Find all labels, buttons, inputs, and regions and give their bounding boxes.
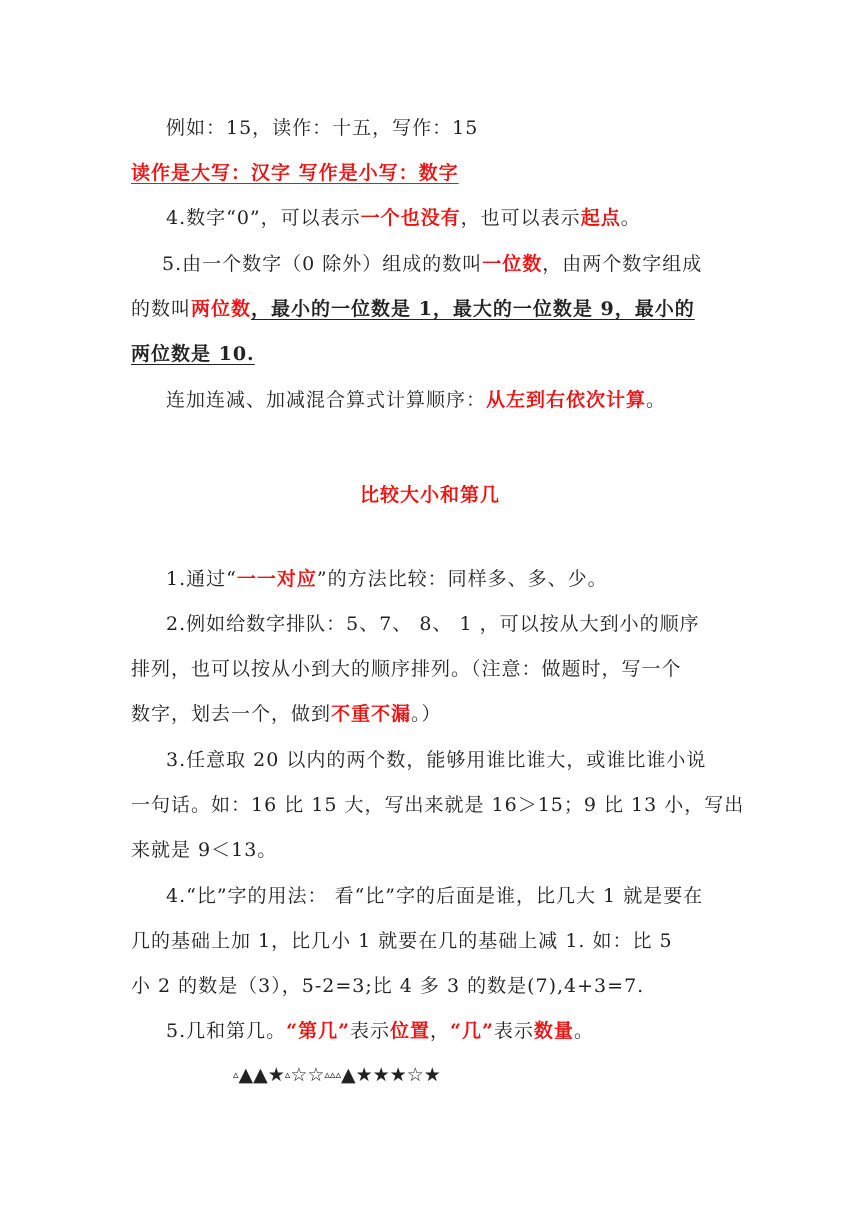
highlight-none: 一个也没有 xyxy=(360,207,461,229)
small-triangle-icon: ▵ xyxy=(284,1068,291,1081)
text-span: 排列，也可以按从小到大的顺序排列。（注意：做题时，写一个 xyxy=(131,658,682,680)
text-span: 5.由一个数字（0 除外）组成的数叫 xyxy=(162,253,483,275)
example-line xyxy=(166,116,478,140)
zero-meaning-line xyxy=(166,206,641,230)
text-span: 的数叫 xyxy=(131,298,192,320)
text-span: 一句话。如：16 比 15 大，写出来就是 16＞15；9 比 13 小，写出 xyxy=(131,794,745,816)
small-triangle-icons: ▵▵▵ xyxy=(324,1068,341,1081)
text-span: 5.几和第几。 xyxy=(166,1020,287,1042)
section-title: 比较大小和第几 xyxy=(359,484,500,506)
triangle-star-icons: ▲▲★ xyxy=(238,1064,285,1086)
highlight-position: 位置 xyxy=(390,1020,431,1042)
item-4-line-3 xyxy=(131,974,644,998)
highlight-quantity: 数量 xyxy=(533,1020,574,1042)
highlight-ordinal: “第几” xyxy=(286,1020,350,1042)
underlined-fact: ，最小的一位数是 1，最大的一位数是 9，最小的 xyxy=(251,298,695,320)
highlight-left-to-right: 从左到右依次计算 xyxy=(486,389,647,411)
text-span: 来就是 9＜13。 xyxy=(131,839,278,861)
text-span: ”的方法比较：同样多、多、少。 xyxy=(316,568,608,590)
item-3-line-3 xyxy=(131,838,277,862)
highlight-one-to-one: 一一对应 xyxy=(236,568,317,590)
order-line xyxy=(166,388,666,412)
text-span: ，也可以表示 xyxy=(460,207,581,229)
item-1 xyxy=(166,567,608,591)
highlight-start: 起点 xyxy=(580,207,621,229)
decorative-symbols xyxy=(233,1064,441,1086)
text-span: ，由两个数字组成 xyxy=(542,253,703,275)
text-span: 数字，划去一个，做到 xyxy=(131,703,332,725)
text-span: 2.例如给数字排队：5、7、 8、 1 ，可以按从大到小的顺序 xyxy=(166,613,700,635)
item-2-line-2 xyxy=(131,657,682,681)
item-3-line-2 xyxy=(131,793,744,817)
highlight-one-digit: 一位数 xyxy=(482,253,543,275)
text-span: 4.数字“0”，可以表示 xyxy=(166,207,361,229)
text-span: 。 xyxy=(646,389,667,411)
text-span: 几的基础上加 1，比几小 1 就要在几的基础上减 1. 如：比 5 xyxy=(131,930,673,952)
item-4-line-2 xyxy=(131,929,673,953)
text-span: 。 xyxy=(620,207,641,229)
read-write-rule-text: 读作是大写：汉字 写作是小写：数字 xyxy=(131,162,459,184)
text-span: ， xyxy=(430,1020,451,1042)
text-span: 3.任意取 20 以内的两个数，能够用谁比谁大，或谁比谁小说 xyxy=(166,749,707,771)
highlight-no-repeat: 不重不漏 xyxy=(331,703,412,725)
highlight-cardinal: “几” xyxy=(450,1020,494,1042)
hollow-star-icons: ☆☆ xyxy=(290,1064,325,1086)
item-4-line-1 xyxy=(166,884,703,908)
example-text: 例如：15，读作：十五，写作：15 xyxy=(166,117,479,139)
text-span: 1.通过“ xyxy=(166,568,237,590)
digit-def-line-3 xyxy=(131,342,255,366)
item-3-line-1 xyxy=(166,748,706,772)
digit-def-line-2 xyxy=(131,297,695,321)
item-5 xyxy=(166,1019,594,1043)
text-span: 表示 xyxy=(493,1020,534,1042)
text-span: 4.“比”字的用法： 看“比”字的后面是谁，比几大 1 就是要在 xyxy=(166,885,704,907)
text-span: 表示 xyxy=(350,1020,391,1042)
read-write-rule xyxy=(131,161,459,185)
text-span: 。） xyxy=(411,703,442,725)
highlight-two-digit: 两位数 xyxy=(191,298,252,320)
item-2-line-1 xyxy=(166,612,700,636)
text-span: 。 xyxy=(573,1020,594,1042)
small-triangle-icon: ▵ xyxy=(233,1068,239,1081)
digit-def-line-1 xyxy=(162,252,702,276)
text-span: 连加连减、加减混合算式计算顺序： xyxy=(166,389,487,411)
text-span: 小 2 的数是（3），5-2=3;比 4 多 3 的数是(7),4+3=7. xyxy=(131,975,645,997)
underlined-fact-end: 两位数是 10. xyxy=(131,343,255,365)
triangle-star-icons: ▲★★★☆★ xyxy=(340,1064,441,1086)
item-2-line-3 xyxy=(131,702,442,726)
